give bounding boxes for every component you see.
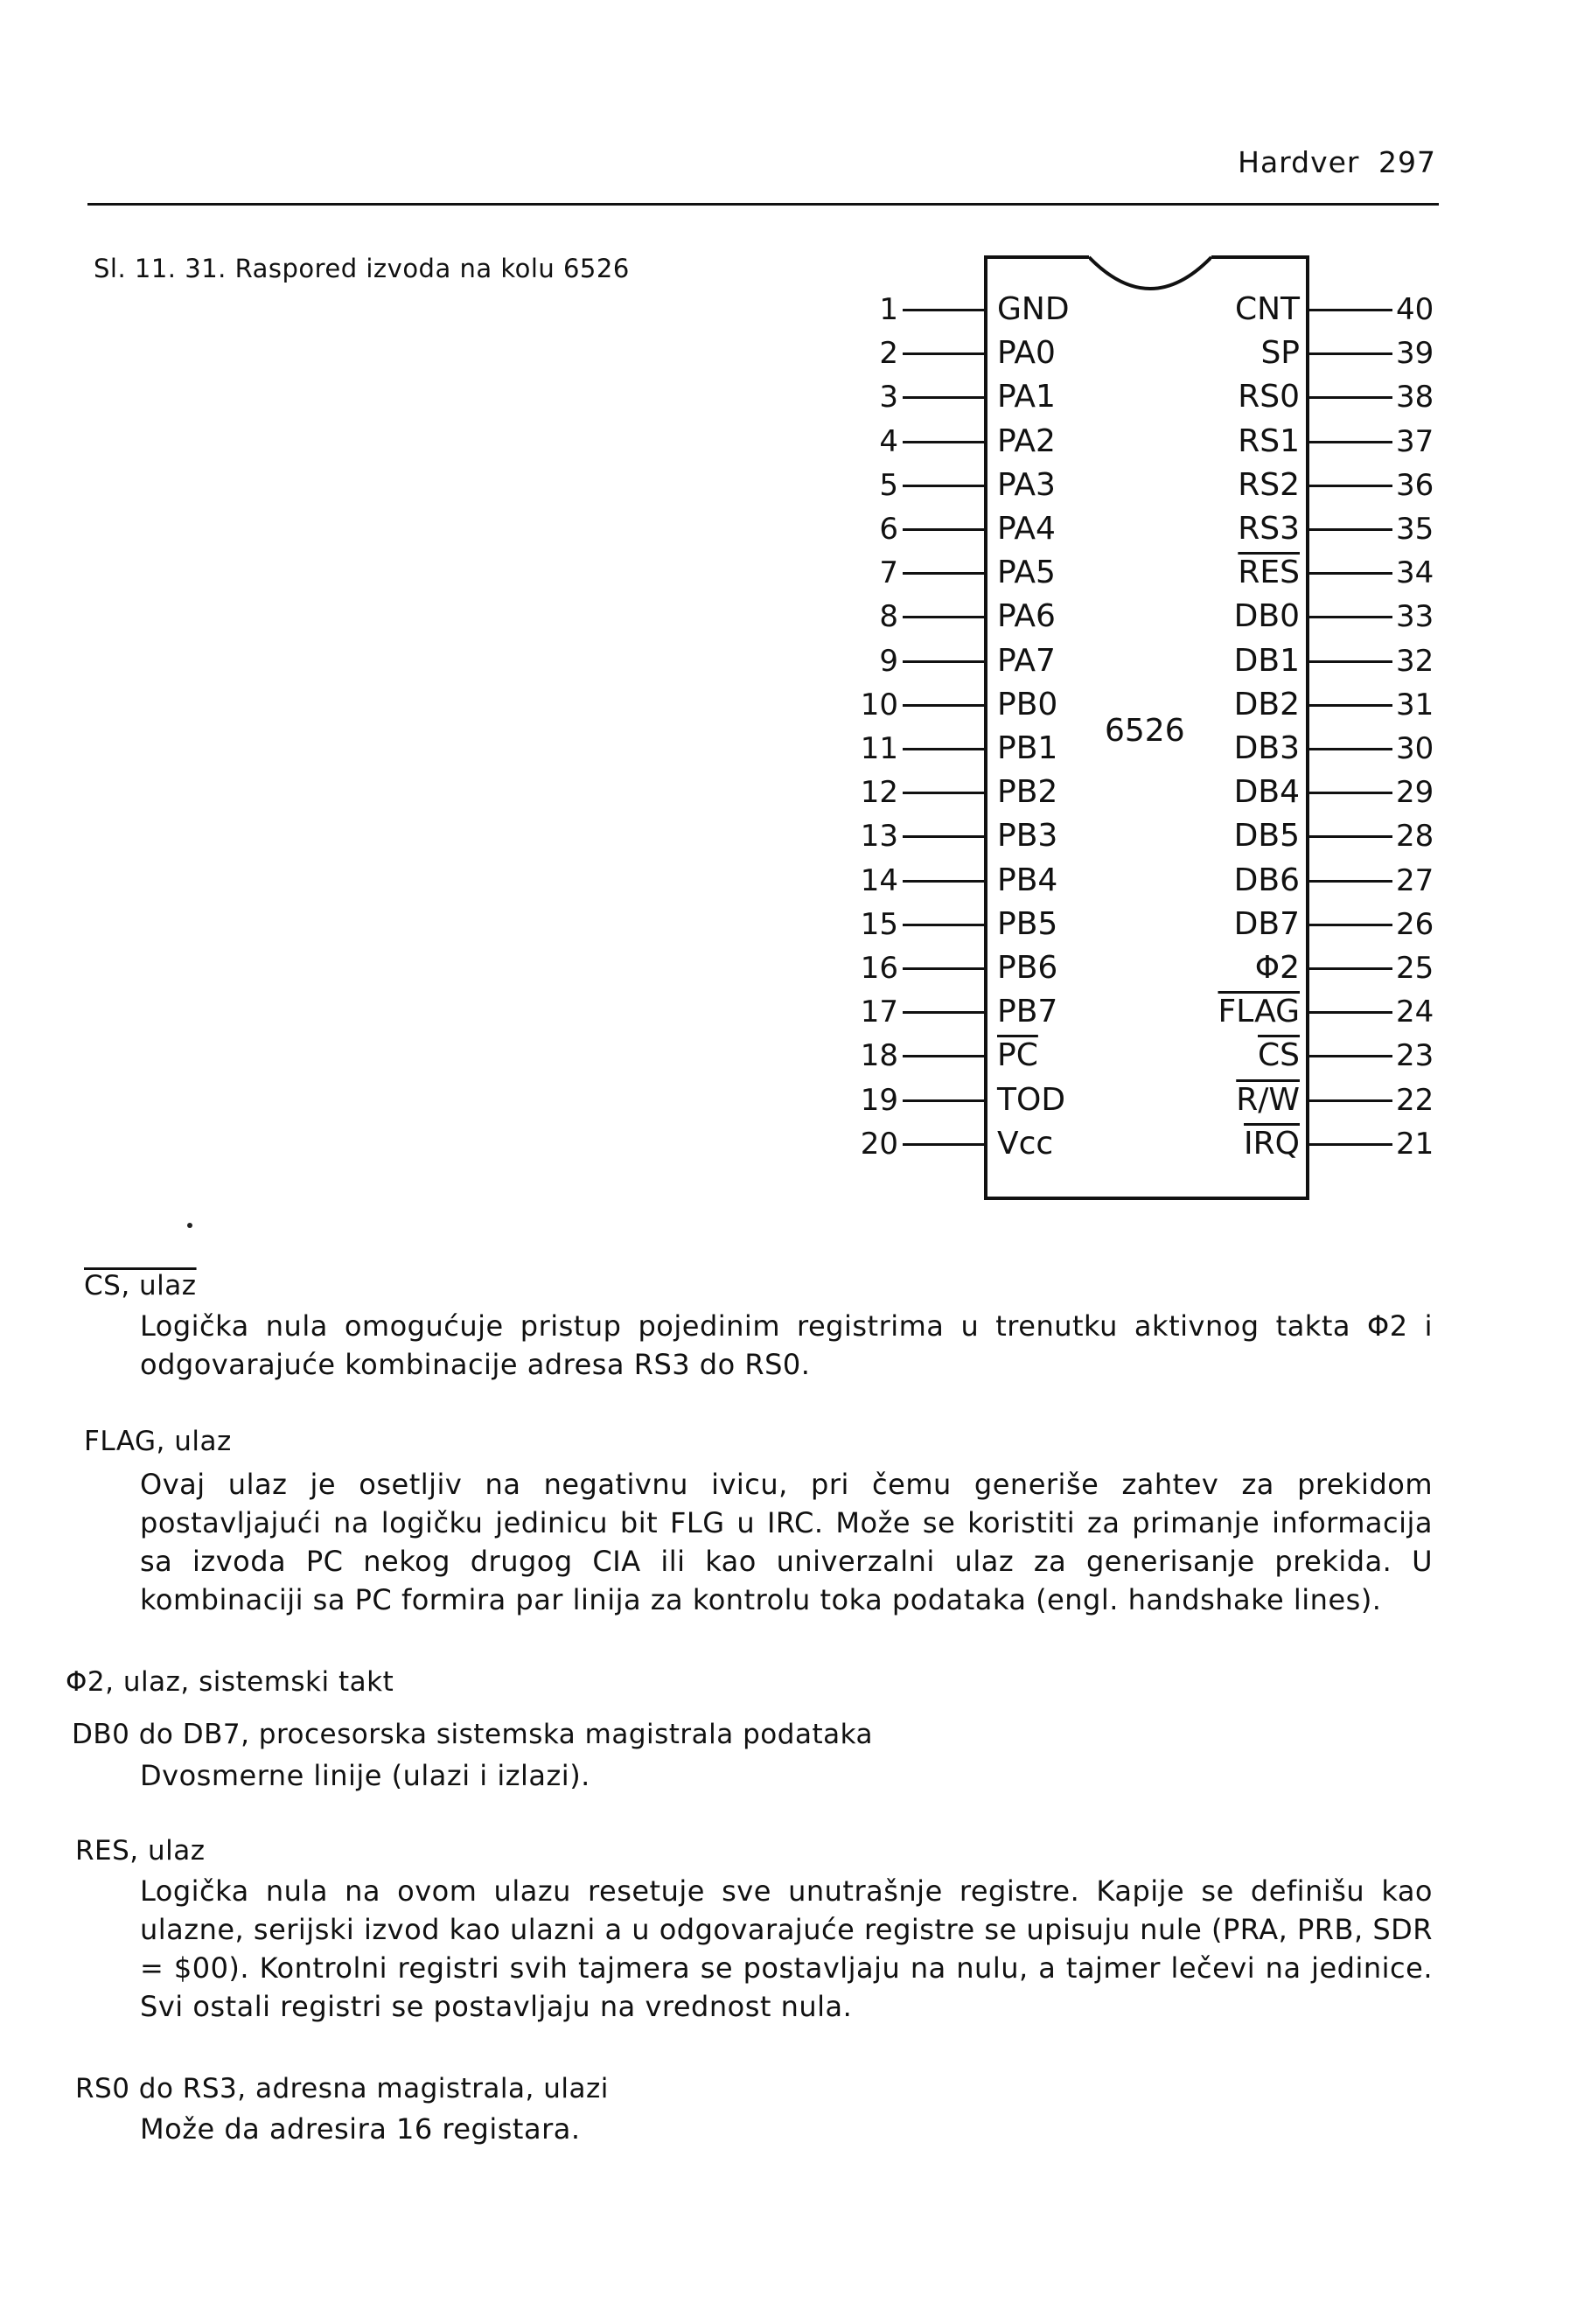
- pin-row-39: [1306, 332, 1455, 375]
- pin-row-14: [840, 859, 988, 903]
- pin-number-40: 40: [1396, 292, 1434, 327]
- pin-lead-18: [903, 1055, 987, 1057]
- pin-number-32: 32: [1396, 644, 1434, 679]
- pin-lead-7: [903, 572, 987, 575]
- pin-number-28: 28: [1396, 819, 1434, 854]
- pin-label-5: PA3: [997, 467, 1056, 503]
- pin-row-2: [840, 332, 988, 375]
- pin-label-4: PA2: [997, 423, 1056, 459]
- pin-label-28: DB5: [1233, 818, 1300, 854]
- pin-label-15: PB5: [997, 906, 1058, 942]
- pin-number-16: 16: [860, 951, 898, 986]
- pin-number-2: 2: [879, 336, 898, 371]
- pin-lead-15: [903, 924, 987, 926]
- pin-number-15: 15: [860, 907, 898, 942]
- pin-lead-26: [1308, 924, 1392, 926]
- pin-row-7: [840, 551, 988, 595]
- pin-lead-39: [1308, 352, 1392, 355]
- pin-lead-37: [1308, 441, 1392, 443]
- pin-number-39: 39: [1396, 336, 1434, 371]
- pin-row-33: [1306, 595, 1455, 639]
- pin-lead-17: [903, 1011, 987, 1014]
- pin-label-31: DB2: [1233, 687, 1300, 722]
- pin-label-38: RS0: [1238, 379, 1300, 415]
- pin-row-5: [840, 464, 988, 507]
- pin-row-35: [1306, 507, 1455, 551]
- pin-row-34: [1306, 551, 1455, 595]
- pin-number-14: 14: [860, 863, 898, 898]
- pin-label-3: PA1: [997, 379, 1056, 415]
- pin-label-26: DB7: [1233, 906, 1300, 942]
- pin-label-32: DB1: [1233, 643, 1300, 679]
- pin-number-7: 7: [879, 555, 898, 590]
- pin-lead-16: [903, 967, 987, 970]
- pin-number-19: 19: [860, 1083, 898, 1118]
- res-description: Logička nula na ovom ulazu resetuje sve unutrašnje registre. Kapije se definišu kao ulazne, serijski izvod kao ulazni a u odgovarajuće registre se upisuju nule (PRA, PRB, SDR = $00). Kontrolni registri svih tajmera se postavljaju na nulu, a tajmer lečevi na jedinice. Svi ostali registri se postavljaju na vrednost nula.: [140, 1874, 1433, 2023]
- chip-notch: [1089, 252, 1211, 296]
- pin-lead-10: [903, 704, 987, 707]
- pin-label-22: R/W: [1236, 1082, 1300, 1118]
- pin-label-6: PA4: [997, 511, 1056, 547]
- pin-number-9: 9: [879, 644, 898, 679]
- pin-lead-31: [1308, 704, 1392, 707]
- pin-row-26: [1306, 903, 1455, 946]
- pin-lead-29: [1308, 792, 1392, 794]
- rs-term: RS0 do RS3, adresna magistrala, ulazi: [75, 2073, 609, 2104]
- pin-row-31: [1306, 683, 1455, 727]
- pin-number-22: 22: [1396, 1083, 1434, 1118]
- db-term: DB0 do DB7, procesorska sistemska magistrala podataka: [72, 1719, 873, 1750]
- pin-row-3: [840, 375, 988, 419]
- pin-number-33: 33: [1396, 599, 1434, 634]
- pin-lead-36: [1308, 485, 1392, 487]
- pin-label-40: CNT: [1234, 291, 1300, 327]
- pin-row-37: [1306, 420, 1455, 464]
- pin-label-19: TOD: [997, 1082, 1066, 1118]
- pin-label-25: Φ2: [1254, 950, 1300, 986]
- pin-number-12: 12: [860, 775, 898, 810]
- pin-number-3: 3: [879, 380, 898, 415]
- pin-number-38: 38: [1396, 380, 1434, 415]
- pin-number-27: 27: [1396, 863, 1434, 898]
- pin-lead-2: [903, 352, 987, 355]
- pin-label-37: RS1: [1238, 423, 1300, 459]
- pin-number-24: 24: [1396, 995, 1434, 1029]
- pin-row-24: [1306, 990, 1455, 1034]
- cs-term: [84, 1270, 197, 1302]
- flag-description: Ovaj ulaz je osetljiv na negativnu ivicu, pri čemu generiše zahtev za prekidom postavljajući na logičku jedinicu bit FLG u IRC. Može se koristiti za primanje informacija sa izvoda PC nekog drugog CIA ili kao univerzalni ulaz za generisanje prekida. U kombinaciji sa PC formira par linija za kontrolu toka podataka (engl. handshake lines).: [140, 1468, 1433, 1616]
- pin-lead-40: [1308, 309, 1392, 311]
- pin-row-10: [840, 683, 988, 727]
- pin-label-1: GND: [997, 291, 1070, 327]
- pin-label-13: PB3: [997, 818, 1058, 854]
- pin-label-27: DB6: [1233, 862, 1300, 898]
- pin-row-30: [1306, 727, 1455, 771]
- pin-number-11: 11: [860, 731, 898, 766]
- flag-term: FLAG, ulaz: [84, 1426, 232, 1457]
- pin-lead-13: [903, 835, 987, 838]
- pin-label-18: $\overline{PC}$: [997, 1037, 1038, 1073]
- pin-label-23: $\overline{CS}$: [1258, 1037, 1300, 1073]
- pin-lead-19: [903, 1099, 987, 1102]
- pin-lead-33: [1308, 616, 1392, 618]
- chip-name: 6526: [1105, 713, 1185, 749]
- pin-row-11: [840, 727, 988, 771]
- pin-lead-3: [903, 396, 987, 399]
- pin-row-36: [1306, 464, 1455, 507]
- pin-label-10: PB0: [997, 687, 1058, 722]
- res-term: RES, ulaz: [75, 1835, 206, 1867]
- header-rule: [87, 203, 1439, 206]
- pin-row-38: [1306, 375, 1455, 419]
- pin-number-21: 21: [1396, 1127, 1434, 1162]
- pin-lead-5: [903, 485, 987, 487]
- stray-dot: [187, 1223, 192, 1228]
- section-title: Hardver: [1238, 145, 1360, 179]
- pin-lead-38: [1308, 396, 1392, 399]
- pin-lead-35: [1308, 528, 1392, 531]
- pin-row-21: [1306, 1122, 1455, 1166]
- pin-label-39: SP: [1260, 335, 1300, 371]
- pin-number-13: 13: [860, 819, 898, 854]
- pin-number-26: 26: [1396, 907, 1434, 942]
- pin-number-18: 18: [860, 1038, 898, 1073]
- pin-label-2: PA0: [997, 335, 1056, 371]
- pin-lead-23: [1308, 1055, 1392, 1057]
- pin-label-35: RS3: [1238, 511, 1300, 547]
- pin-number-34: 34: [1396, 555, 1434, 590]
- pin-label-8: PA6: [997, 598, 1056, 634]
- pin-number-1: 1: [879, 292, 898, 327]
- pin-row-15: [840, 903, 988, 946]
- pin-lead-1: [903, 309, 987, 311]
- pin-label-7: PA5: [997, 555, 1056, 590]
- rs-description: Može da adresira 16 registara.: [140, 2112, 581, 2146]
- pin-row-20: [840, 1122, 988, 1166]
- pin-lead-6: [903, 528, 987, 531]
- pin-label-34: $\overline{RES}$: [1238, 555, 1300, 590]
- pin-number-31: 31: [1396, 687, 1434, 722]
- pin-row-18: [840, 1034, 988, 1078]
- pin-number-8: 8: [879, 599, 898, 634]
- pin-lead-9: [903, 660, 987, 663]
- pin-row-28: [1306, 814, 1455, 858]
- pin-row-40: [1306, 288, 1455, 332]
- pin-lead-30: [1308, 748, 1392, 750]
- pin-label-36: RS2: [1238, 467, 1300, 503]
- pin-row-1: [840, 288, 988, 332]
- pin-row-6: [840, 507, 988, 551]
- db-description: Dvosmerne linije (ulazi i izlazi).: [140, 1759, 590, 1792]
- pin-number-6: 6: [879, 512, 898, 547]
- pin-label-16: PB6: [997, 950, 1058, 986]
- pin-label-29: DB4: [1233, 774, 1300, 810]
- pin-row-19: [840, 1078, 988, 1122]
- pin-label-9: PA7: [997, 643, 1056, 679]
- pin-label-17: PB7: [997, 994, 1058, 1029]
- pin-lead-34: [1308, 572, 1392, 575]
- pin-lead-12: [903, 792, 987, 794]
- pin-lead-28: [1308, 835, 1392, 838]
- pin-row-23: [1306, 1034, 1455, 1078]
- pin-row-16: [840, 946, 988, 990]
- pin-number-23: 23: [1396, 1038, 1434, 1073]
- pin-row-27: [1306, 859, 1455, 903]
- pin-lead-27: [1308, 880, 1392, 883]
- pin-number-37: 37: [1396, 424, 1434, 459]
- pin-row-13: [840, 814, 988, 858]
- pin-lead-20: [903, 1143, 987, 1146]
- page-header: [1238, 145, 1436, 179]
- pin-row-25: [1306, 946, 1455, 990]
- pin-lead-25: [1308, 967, 1392, 970]
- pin-lead-24: [1308, 1011, 1392, 1014]
- pin-number-5: 5: [879, 468, 898, 503]
- pin-number-17: 17: [860, 995, 898, 1029]
- pin-number-35: 35: [1396, 512, 1434, 547]
- pin-number-36: 36: [1396, 468, 1434, 503]
- phi2-term: Φ2, ulaz, sistemski takt: [66, 1666, 394, 1698]
- pin-lead-4: [903, 441, 987, 443]
- pin-lead-11: [903, 748, 987, 750]
- pin-number-4: 4: [879, 424, 898, 459]
- pin-number-29: 29: [1396, 775, 1434, 810]
- pin-number-25: 25: [1396, 951, 1434, 986]
- pin-row-8: [840, 595, 988, 639]
- pin-row-32: [1306, 639, 1455, 683]
- pin-label-21: $\overline{IRQ}$: [1244, 1126, 1300, 1162]
- pin-number-10: 10: [860, 687, 898, 722]
- pin-row-12: [840, 771, 988, 814]
- pin-row-17: [840, 990, 988, 1034]
- cs-description: Logička nula omogućuje pristup pojedinim registrima u trenutku aktivnog takta Φ2 i odgovarajuće kombinacije adresa RS3 do RS0.: [140, 1309, 1433, 1381]
- pin-number-30: 30: [1396, 731, 1434, 766]
- pin-row-22: [1306, 1078, 1455, 1122]
- pin-lead-21: [1308, 1143, 1392, 1146]
- pin-lead-8: [903, 616, 987, 618]
- pin-row-4: [840, 420, 988, 464]
- pin-lead-22: [1308, 1099, 1392, 1102]
- pin-lead-32: [1308, 660, 1392, 663]
- pin-lead-14: [903, 880, 987, 883]
- pin-label-12: PB2: [997, 774, 1058, 810]
- pin-label-24: FLAG: [1218, 994, 1300, 1029]
- pin-label-33: DB0: [1233, 598, 1300, 634]
- page-number: 297: [1378, 145, 1436, 179]
- pin-row-29: [1306, 771, 1455, 814]
- pin-label-20: Vcc: [997, 1126, 1054, 1162]
- pin-label-11: PB1: [997, 730, 1058, 766]
- cs-term-text: CS, ulaz: [84, 1270, 197, 1302]
- figure-caption: Sl. 11. 31. Raspored izvoda na kolu 6526: [94, 254, 630, 283]
- pin-label-30: DB3: [1233, 730, 1300, 766]
- pin-number-20: 20: [860, 1127, 898, 1162]
- pin-row-9: [840, 639, 988, 683]
- pin-label-14: PB4: [997, 862, 1058, 898]
